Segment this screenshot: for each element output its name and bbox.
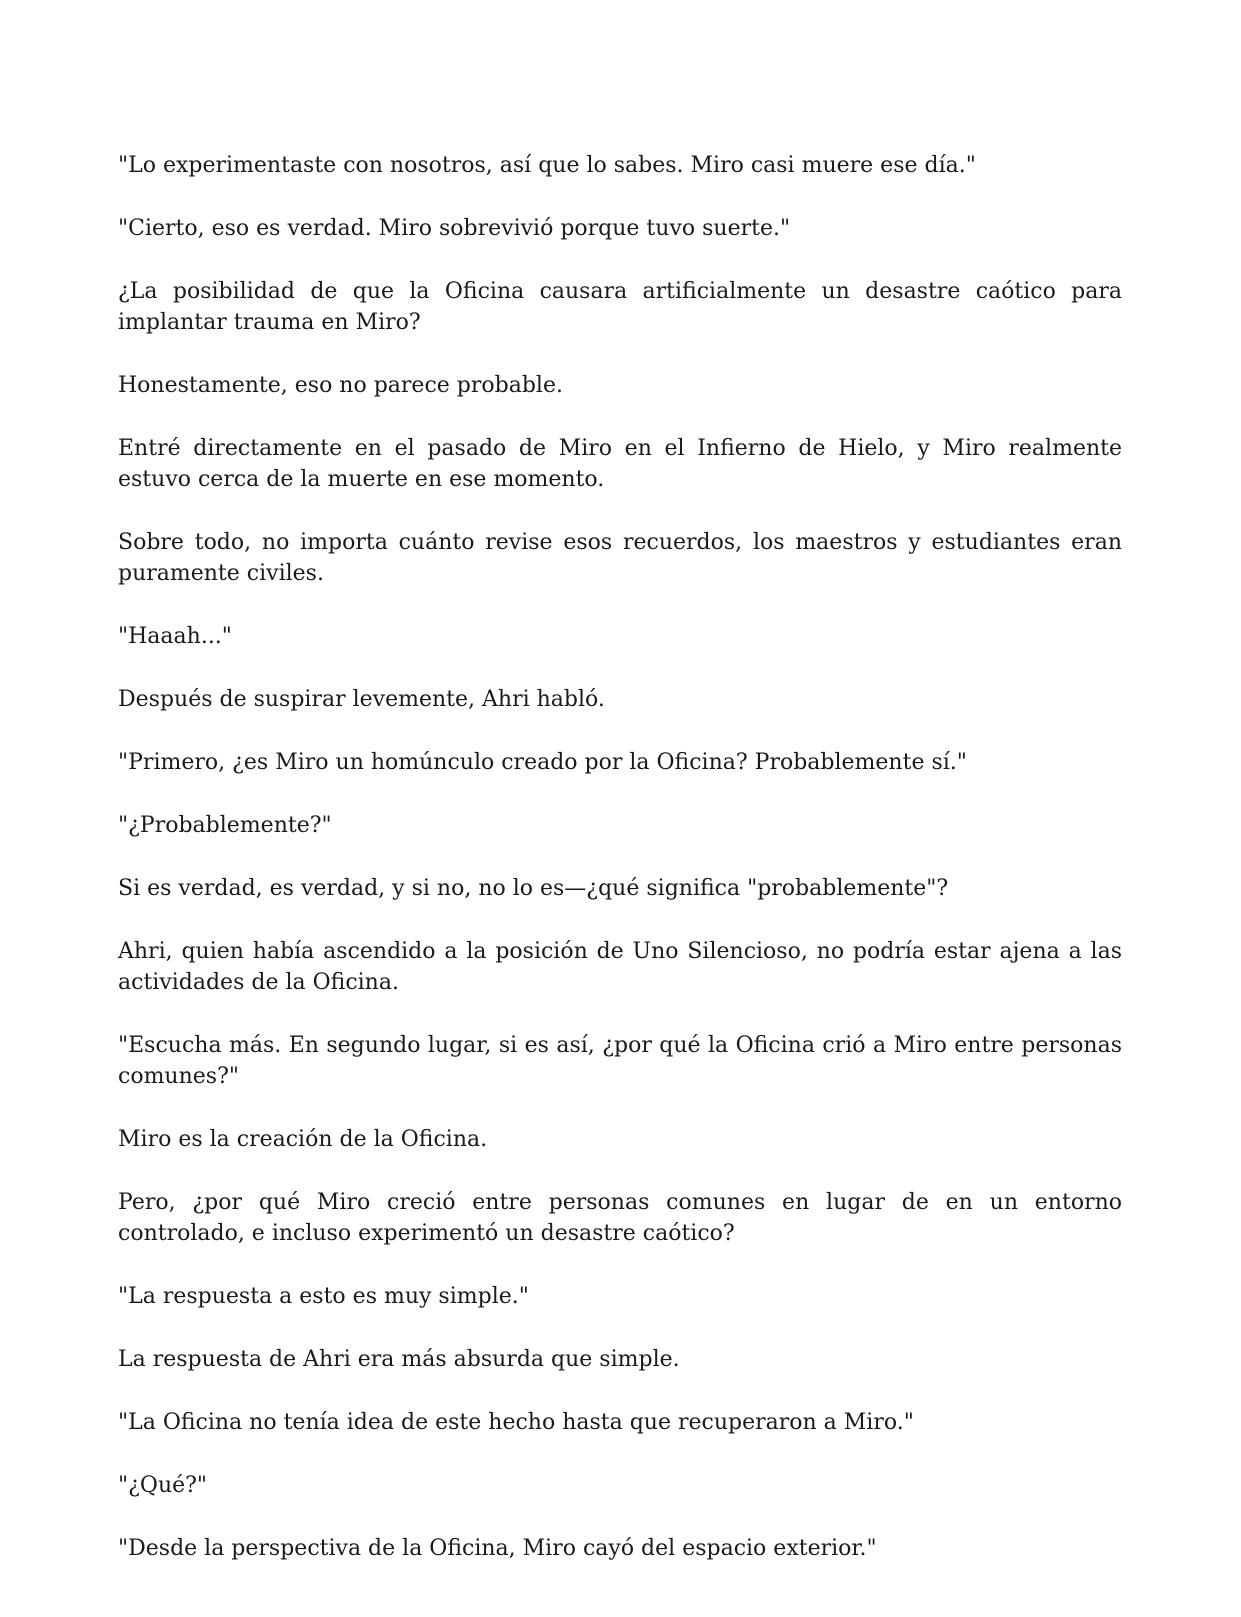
paragraph-5: Entré directamente en el pasado de Miro en el Infierno de Hielo, y Miro realmente estuvo cerca de la muerte en ese momento. [118, 436, 1122, 492]
paragraph-11: Si es verdad, es verdad, y si no, no lo es—¿qué significa "probablemente"? [118, 876, 949, 901]
paragraph-12: Ahri, quien había ascendido a la posición de Uno Silencioso, no podría estar ajena a las actividades de la Oficina. [118, 939, 1122, 995]
paragraph-18: "La Oficina no tenía idea de este hecho hasta que recuperaron a Miro." [118, 1410, 914, 1435]
paragraph-9: "Primero, ¿es Miro un homúnculo creado por la Oficina? Probablemente sí." [118, 750, 967, 775]
paragraph-19: "¿Qué?" [118, 1473, 208, 1498]
paragraph-17: La respuesta de Ahri era más absurda que simple. [118, 1347, 680, 1372]
paragraph-7: "Haaah..." [118, 624, 232, 649]
paragraph-4: Honestamente, eso no parece probable. [118, 373, 563, 398]
paragraph-8: Después de suspirar levemente, Ahri habló. [118, 687, 605, 712]
paragraph-14: Miro es la creación de la Oficina. [118, 1127, 488, 1152]
paragraph-2: "Cierto, eso es verdad. Miro sobrevivió porque tuvo suerte." [118, 216, 791, 241]
paragraph-1: "Lo experimentaste con nosotros, así que lo sabes. Miro casi muere ese día." [118, 153, 976, 178]
paragraph-15: Pero, ¿por qué Miro creció entre personas comunes en lugar de en un entorno controlado, e incluso experimentó un desastre caótico? [118, 1190, 1122, 1246]
paragraph-10: "¿Probablemente?" [118, 813, 332, 838]
document-body [118, 150, 1122, 1596]
paragraph-20: "Desde la perspectiva de la Oficina, Miro cayó del espacio exterior." [118, 1536, 877, 1561]
paragraph-6: Sobre todo, no importa cuánto revise esos recuerdos, los maestros y estudiantes eran puramente civiles. [118, 530, 1122, 586]
paragraph-16: "La respuesta a esto es muy simple." [118, 1284, 529, 1309]
paragraph-13: "Escucha más. En segundo lugar, si es así, ¿por qué la Oficina crió a Miro entre personas comunes?" [118, 1033, 1122, 1089]
paragraph-3: ¿La posibilidad de que la Oficina causara artificialmente un desastre caótico para implantar trauma en Miro? [118, 279, 1122, 335]
